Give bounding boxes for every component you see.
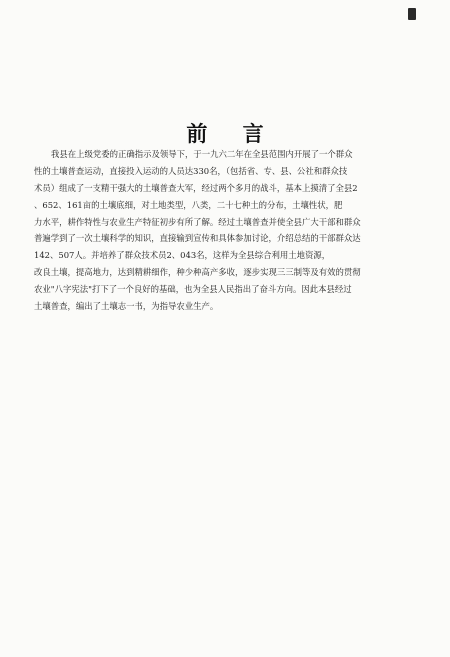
text-line: 我县在上级党委的正确指示及领导下，于一九六二年在全县范围内开展了一个群众 [51, 149, 353, 159]
text-line: 普遍学到了一次土壤科学的知识，直接输到宣传和具体参加讨论，介绍总结的干部群众达 [34, 233, 361, 244]
text-line: 力水平，耕作特性与农业生产特征初步有所了解。经过土壤普查并使全县广大干部和群众 [34, 216, 361, 227]
text-line: 土壤普查，编出了土壤志一书，为指导农业生产。 [34, 301, 219, 312]
text-line: 、652、161亩的土壤底细，对土地类型，八类，二十七种土的分布，土壤性状，肥 [34, 199, 343, 210]
text-line: 农业"八字宪法"打下了一个良好的基础，也为全县人民指出了奋斗方向。因此本县经过 [34, 284, 352, 295]
text-line: 术员）组成了一支精干强大的土壤普查大军，经过两个多月的战斗，基本上摸清了全县2 [34, 182, 358, 193]
page-title: 前 言 [186, 122, 278, 146]
page-corner-mark [408, 8, 416, 20]
body-paragraph [34, 146, 404, 315]
text-line: 性的土壤普查运动，直接投入运动的人员达330名，（包括省、专、县、公社和群众技 [34, 165, 348, 176]
text-line: 改良土壤，提高地力，达到精耕细作，种少种高产多收，逐步实现三三制等及有效的贯彻 [34, 267, 361, 278]
text-line: 142、507人。并培养了群众技术员2、043名，这样为全县综合利用土地资源， [34, 250, 331, 261]
